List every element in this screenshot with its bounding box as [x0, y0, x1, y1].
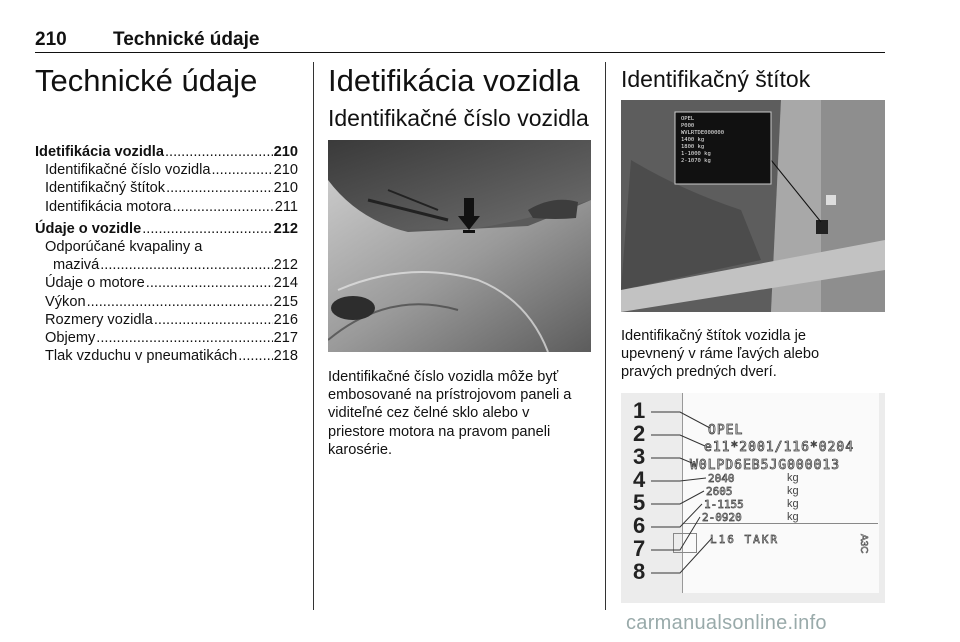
body-line: Identifikačný štítok vozidla je: [621, 328, 806, 344]
callout-leader-line: [651, 538, 712, 573]
callout-number: 2: [633, 421, 646, 446]
plate-corner-code: A3C: [858, 534, 869, 554]
body-line: viditeľné cez čelné sklo alebo v: [328, 405, 530, 422]
toc-entry-label: mazivá: [53, 257, 100, 274]
body-line: Identifikačné číslo vozidla môže byť: [328, 369, 559, 385]
callout-number: 1: [633, 398, 646, 423]
toc-entry-label: Identifikačný štítok: [45, 180, 166, 197]
toc-entry-page: 212: [273, 220, 298, 237]
running-title: Technické údaje: [113, 29, 260, 50]
page-number: 210: [35, 29, 67, 50]
toc-entry-label: Údaje o vozidle: [35, 220, 142, 237]
body-line: karosérie.: [328, 441, 393, 458]
plate-weight-value: 1-1155: [704, 498, 744, 511]
section-subtitle: Identifikačné číslo vozidla: [328, 105, 589, 131]
callout-leader-line: [651, 458, 692, 463]
callout-leader-line: [651, 478, 706, 481]
callout-leader-line: [651, 504, 702, 527]
plate-thumbnail-line: WVLRTDE000000: [681, 130, 725, 136]
plate-weight-value: 2-0920: [702, 511, 742, 524]
callout-number: 8: [633, 559, 646, 584]
toc-entry-page: 211: [274, 198, 298, 215]
callout-number: 6: [633, 513, 646, 538]
callout-number: 4: [633, 467, 646, 492]
toc-entry-label: Identifikácia motora: [45, 198, 172, 215]
plate-thumbnail-line: OPEL: [681, 116, 695, 122]
toc-entry-label: Odporúčané kvapaliny a: [45, 239, 203, 256]
plate-line: OPEL: [708, 423, 744, 438]
toc-entry-label: Rozmery vozidla: [45, 311, 153, 328]
toc-entry-page: 210: [273, 144, 298, 160]
callout-leader-line: [651, 517, 700, 550]
callout-number: 5: [633, 490, 646, 515]
body-line: upevnený v ráme ľavých alebo: [621, 346, 820, 363]
toc-entry-page: 215: [273, 293, 298, 310]
watermark: carmanualsonline.info: [626, 612, 827, 634]
chapter-title: Technické údaje: [35, 63, 258, 98]
toc-entry-label: Výkon: [45, 293, 86, 310]
callout-leader-line: [651, 491, 704, 504]
toc-entry-page: 214: [273, 275, 298, 292]
toc-entry-label: Identifikačné číslo vozidla: [45, 162, 211, 179]
toc-entry-page: 217: [273, 330, 298, 347]
plate-thumbnail-line: 1400 kg: [681, 137, 705, 143]
toc-entry-page: 216: [273, 311, 298, 328]
plate-weight-value: 2040: [708, 472, 735, 485]
plate-weight-unit: kg: [787, 511, 799, 523]
callout-number: 3: [633, 444, 646, 469]
toc-entry-label: Idetifikácia vozidla: [35, 144, 164, 160]
toc-entry-page: 210: [273, 162, 298, 179]
plate-line: W0LPD6EB5JG000013: [690, 458, 841, 473]
plate-weight-value: 2605: [706, 485, 733, 498]
plate-line: e11*2001/116*0204: [704, 440, 855, 455]
section-title: Idetifikácia vozidla: [328, 63, 580, 98]
plate-weight-unit: kg: [787, 472, 799, 484]
body-line: embosované na prístrojovom paneli a: [328, 387, 572, 404]
callout-leader-line: [651, 412, 710, 428]
plate-thumbnail-line: 2-1070 kg: [681, 158, 711, 164]
plate-thumbnail-line: P000: [681, 123, 695, 129]
toc-entry-page: 212: [273, 257, 298, 274]
toc-entry-page: 210: [273, 180, 298, 197]
callout-leader-line: [651, 435, 705, 446]
toc-entry-label: Údaje o motore: [45, 275, 145, 292]
plate-weight-unit: kg: [787, 498, 799, 510]
toc-entry-label: Objemy: [45, 330, 96, 347]
body-line: pravých predných dverí.: [621, 364, 777, 381]
plate-bottom-code: L16 TAKR: [710, 533, 779, 546]
plate-thumbnail-line: 1-1000 kg: [681, 151, 711, 157]
plate-weight-unit: kg: [787, 485, 799, 497]
toc-entry-label: Tlak vzduchu v pneumatikách: [45, 348, 238, 365]
plate-section-title: Identifikačný štítok: [621, 66, 811, 92]
plate-thumbnail-line: 1800 kg: [681, 144, 705, 150]
callout-number: 7: [633, 536, 646, 561]
toc-entry-page: 218: [273, 348, 298, 365]
body-line: priestore motora na pravom paneli: [328, 423, 551, 440]
